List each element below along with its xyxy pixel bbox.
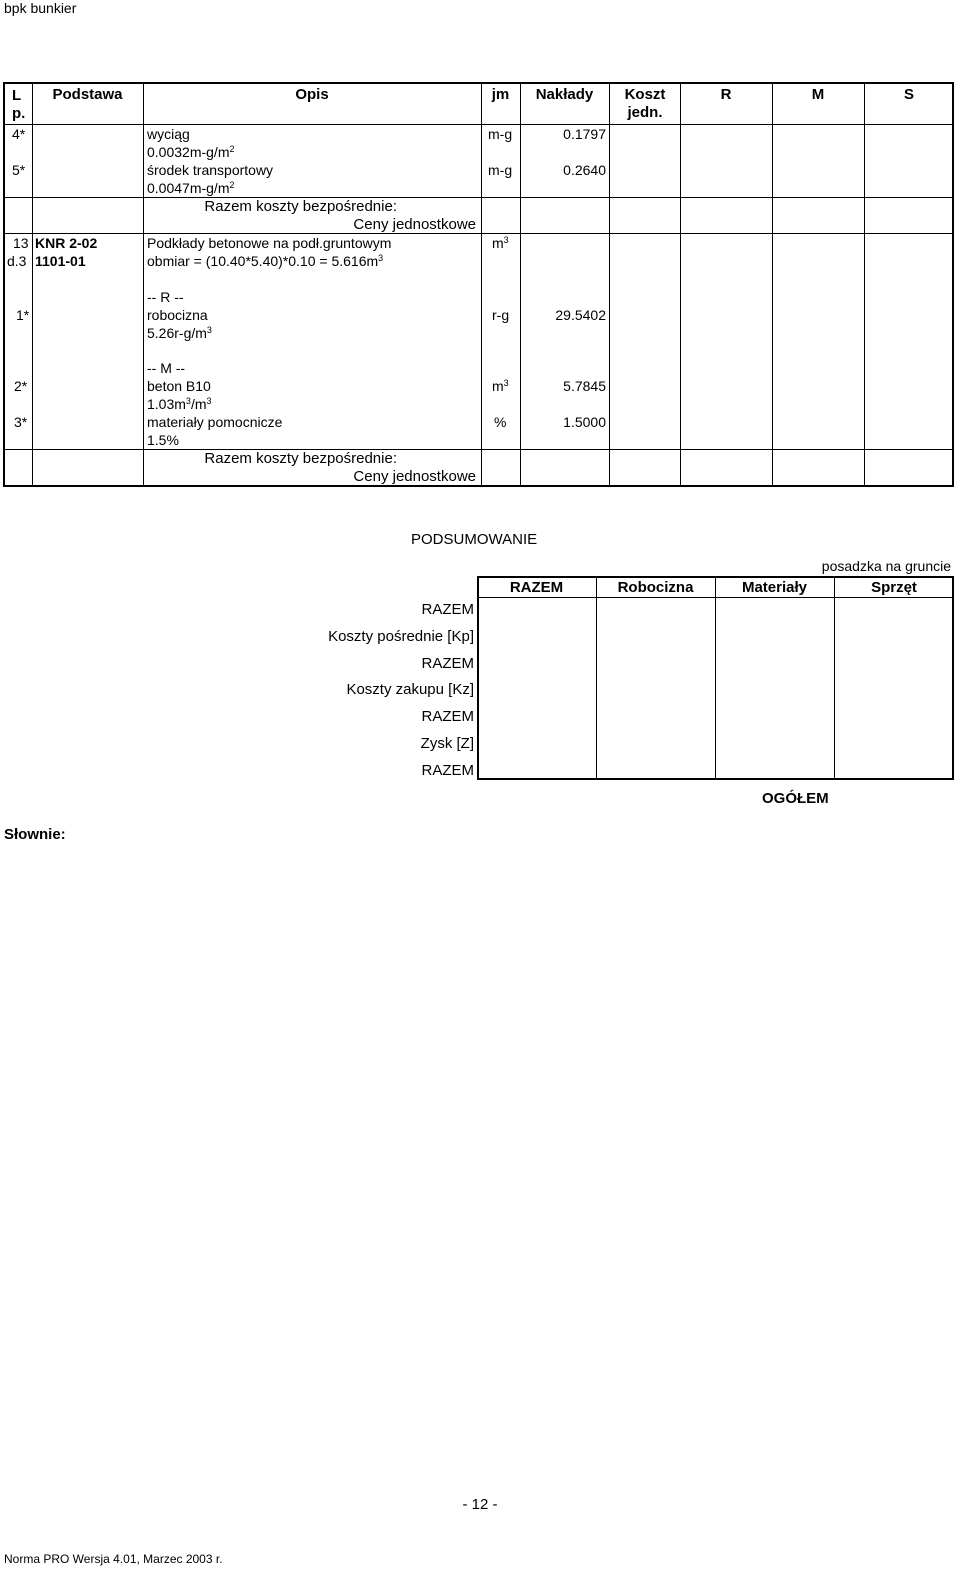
row-naklady: 0.2640: [563, 162, 606, 178]
row-naklady: 1.5000: [563, 414, 606, 430]
summary-col-sprzet: Sprzęt: [871, 579, 917, 596]
row-naklady: 29.5402: [555, 307, 606, 323]
summary-row-label: RAZEM: [421, 655, 474, 672]
razem-label: Razem koszty bezpośrednie:: [204, 450, 397, 467]
header-r: R: [720, 86, 732, 103]
header-opis: Opis: [295, 86, 329, 103]
row-lp: 5*: [12, 162, 26, 178]
razem-label: Razem koszty bezpośrednie:: [204, 198, 397, 215]
header-m: M: [811, 86, 825, 103]
summary-row-label: Koszty zakupu [Kz]: [346, 681, 474, 698]
row-jm: $m^3$: [492, 378, 509, 394]
summary-title: PODSUMOWANIE: [411, 531, 538, 548]
row-opis: beton B10: [147, 378, 211, 394]
summary-row-label: Koszty pośrednie [Kp]: [328, 628, 474, 645]
row-detail: $0.0047m-g/m^2$: [147, 180, 235, 196]
header-jm: jm: [491, 86, 510, 103]
header-s: S: [903, 86, 914, 103]
summary-row-label: RAZEM: [421, 762, 474, 779]
row-detail: $0.0032m-g/m^2$: [147, 144, 235, 160]
summary-row-label: RAZEM: [421, 708, 474, 725]
header-podstawa: Podstawa: [52, 86, 123, 103]
summary-row-label: Zysk [Z]: [420, 735, 474, 752]
software-footer: Norma PRO Wersja 4.01, Marzec 2003 r.: [4, 1552, 223, 1566]
row-lp: 4*: [12, 126, 26, 142]
row-naklady: 5.7845: [563, 378, 606, 394]
summary-subtitle: posadzka na gruncie: [821, 558, 951, 574]
row-opis: środek transportowy: [147, 162, 274, 178]
section-m-header: -- M --: [147, 360, 186, 376]
position-lp-suffix: d.3: [7, 253, 27, 269]
summary-col-robocizna: Robocizna: [617, 579, 694, 596]
header-koszt: Koszt jedn.: [624, 86, 666, 121]
row-jm: m-g: [488, 162, 513, 178]
position-opis: Podkłady betonowe na podł.gruntowym: [147, 235, 392, 251]
row-jm: r-g: [492, 307, 510, 323]
row-jm: m-g: [488, 126, 513, 142]
summary-col-razem: RAZEM: [509, 579, 564, 596]
slownie-label: Słownie:: [4, 826, 66, 843]
table-frame: [3, 82, 954, 487]
row-detail: 1.5%: [147, 432, 179, 448]
position-basis-code: 1101-01: [35, 253, 86, 269]
header-naklady: Nakłady: [535, 86, 594, 103]
row-jm: %: [494, 414, 507, 430]
position-lp: 13: [13, 235, 29, 251]
page-number: - 12 -: [462, 1496, 498, 1513]
summary-row-label: RAZEM: [421, 601, 474, 618]
row-lp: 3*: [14, 414, 28, 430]
row-lp: 1*: [16, 307, 30, 323]
ceny-label: Ceny jednostkowe: [353, 216, 476, 233]
position-jm: $m^3$: [492, 235, 509, 251]
table-header-divider: [3, 124, 954, 125]
position-obmiar: obmiar = $(10.40*5.40)*0.10 = 5.616m^3$: [147, 253, 384, 269]
row-opis: robocizna: [147, 307, 208, 323]
total-label: OGÓŁEM: [762, 790, 829, 807]
row-opis: wyciąg: [147, 126, 190, 142]
row-opis: materiały pomocnicze: [147, 414, 283, 430]
document-title: bpk bunkier: [4, 0, 77, 16]
row-detail: $1.03m^3/m^3$: [147, 396, 212, 412]
ceny-label: Ceny jednostkowe: [353, 468, 476, 485]
row-naklady: 0.1797: [563, 126, 606, 142]
section-r-header: -- R --: [147, 289, 184, 305]
header-lp: L p.: [12, 87, 26, 122]
position-basis: KNR 2-02: [35, 235, 98, 251]
summary-col-materialy: Materiały: [741, 579, 808, 596]
row-detail: $5.26r-g/m^3$: [147, 325, 212, 341]
row-lp: 2*: [14, 378, 28, 394]
